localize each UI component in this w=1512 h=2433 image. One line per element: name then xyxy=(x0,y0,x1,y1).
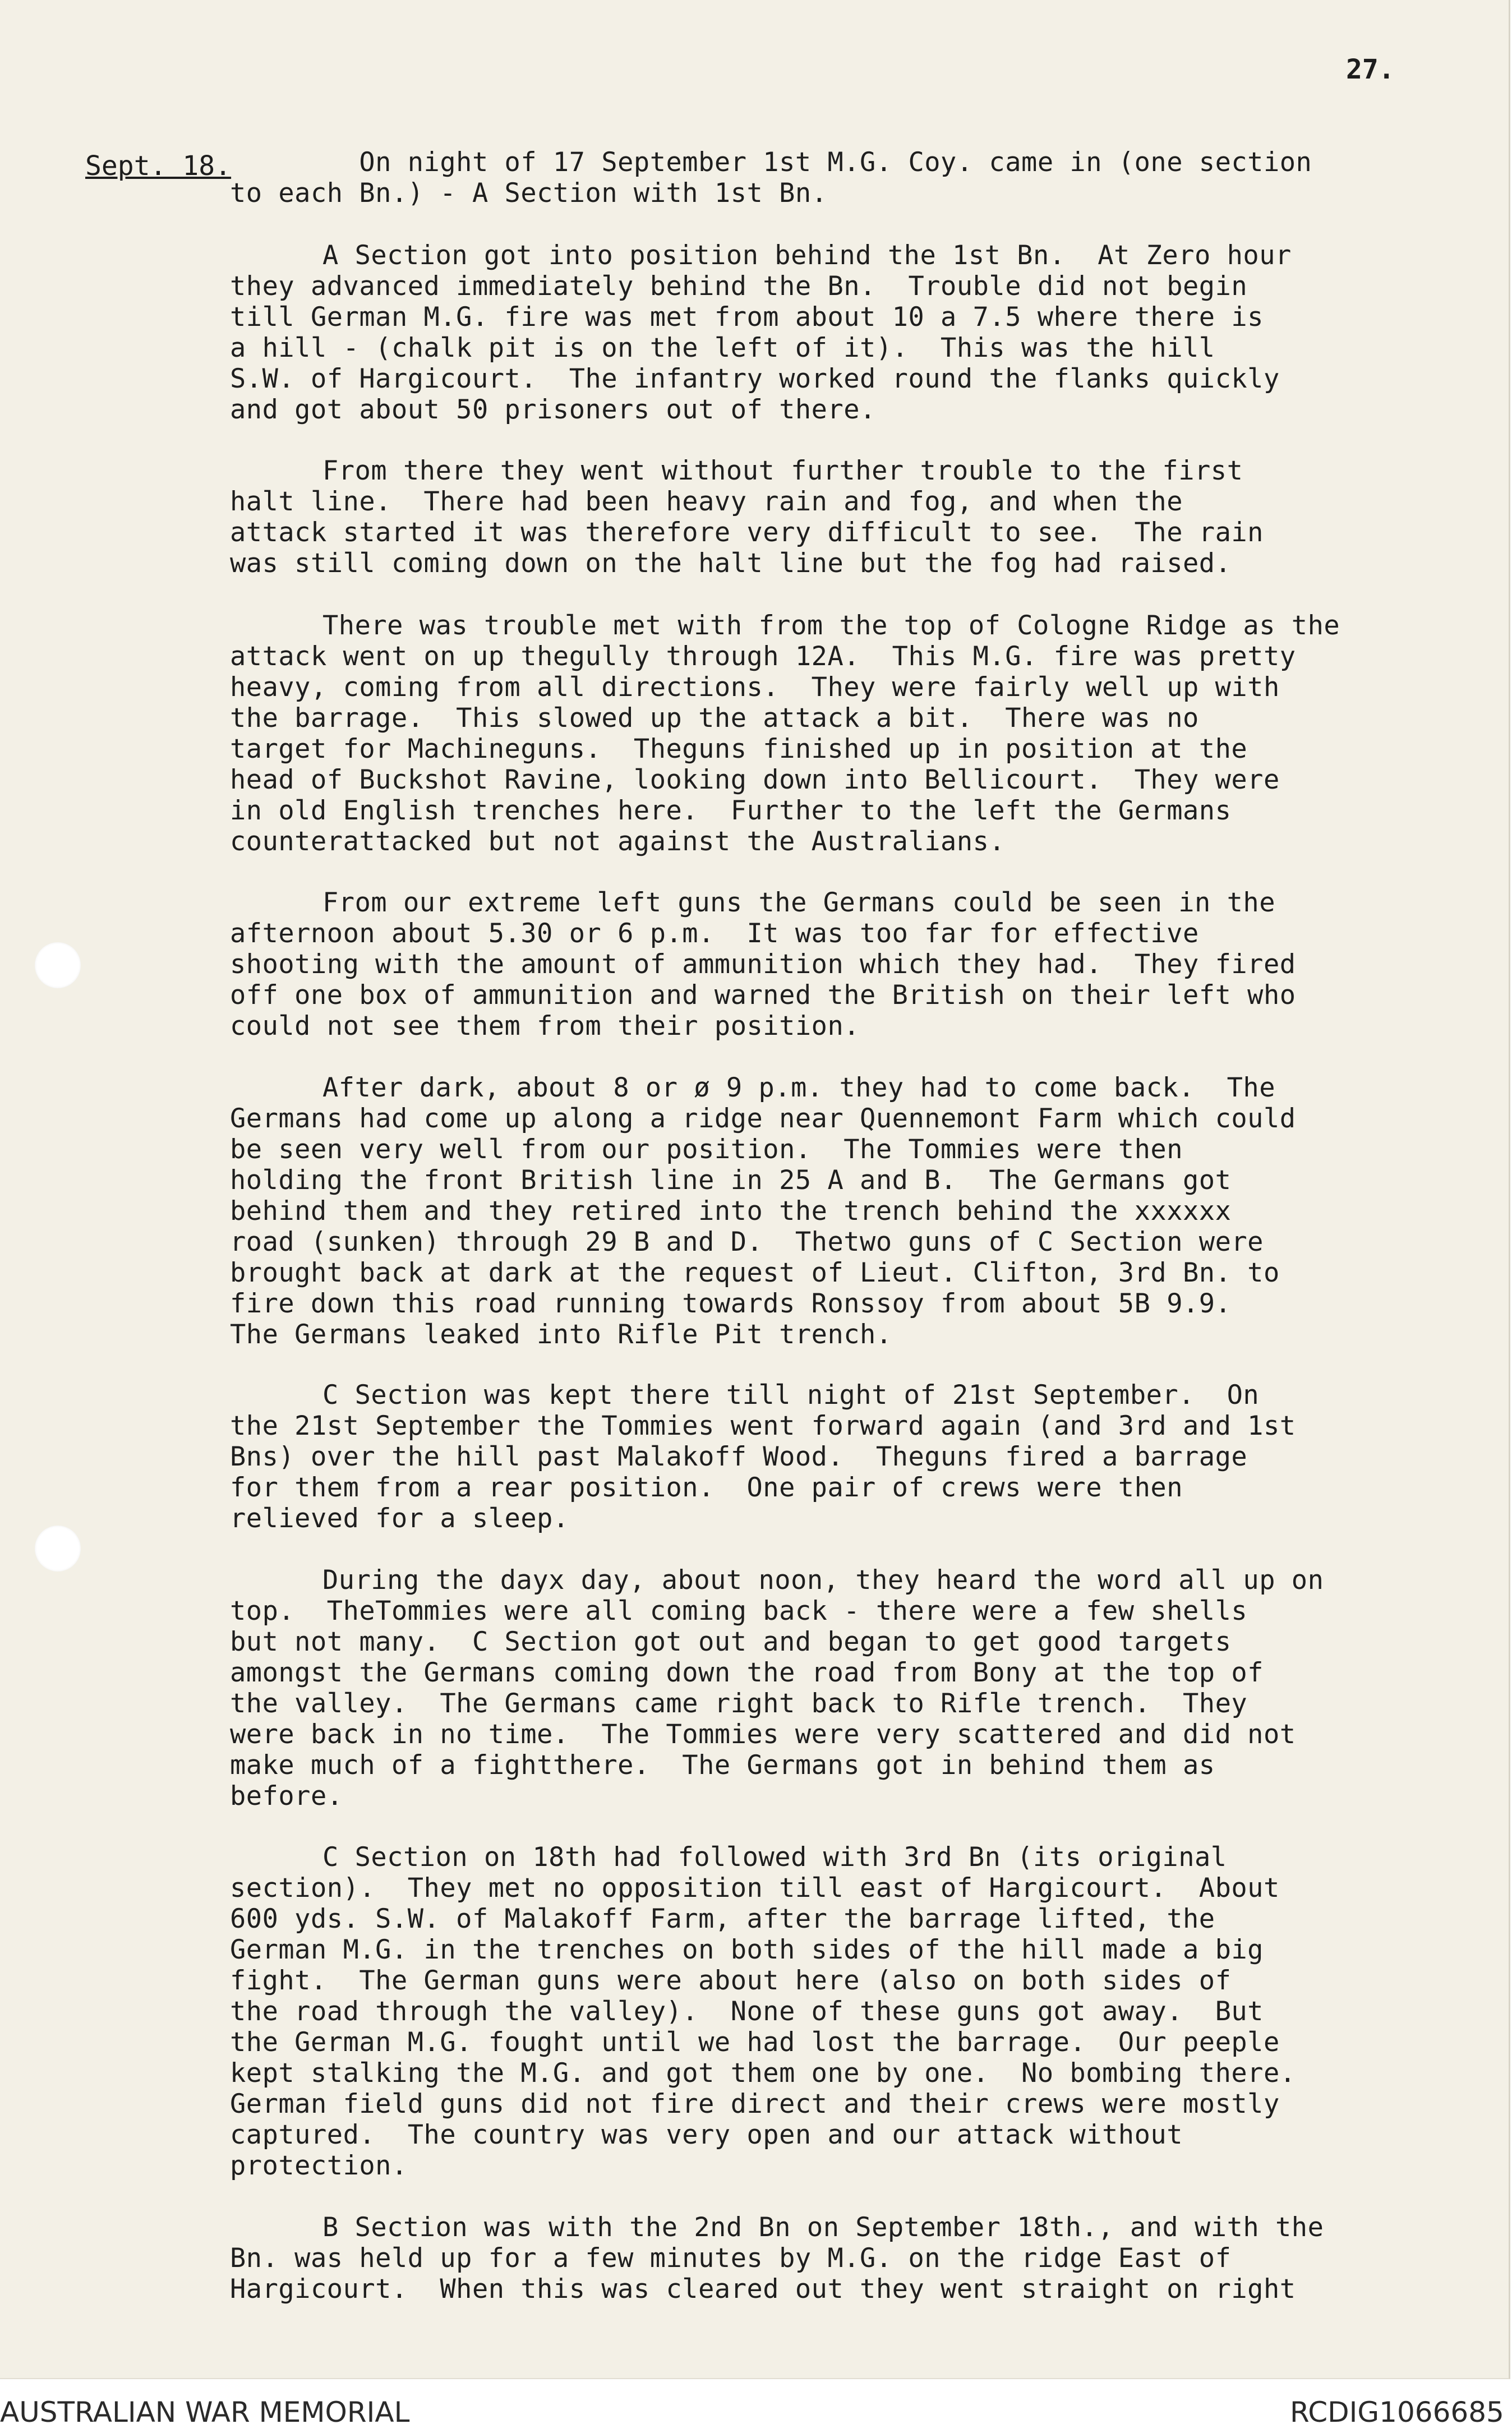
text-line: C Section on 18th had followed with 3rd Bn (its original xyxy=(322,1842,1227,1873)
text-line: to each Bn.) - A Section with 1st Bn. xyxy=(230,178,828,209)
text-line: attack went on up thegully through 12A. This M.G. fire was pretty xyxy=(230,641,1296,672)
text-line: was still coming down on the halt line but the fog had raised. xyxy=(230,548,1232,579)
text-line: till German M.G. fire was met from about 10 a 7.5 where there is xyxy=(230,302,1264,333)
text-line: Bn. was held up for a few minutes by M.G. on the ridge East of xyxy=(230,2243,1232,2274)
footer-archive-name: AUSTRALIAN WAR MEMORIAL xyxy=(0,2396,410,2429)
text-line: brought back at dark at the request of Lieut. Clifton, 3rd Bn. to xyxy=(230,1257,1280,1288)
page-number: 27. xyxy=(1346,54,1395,85)
text-line: holding the front British line in 25 A and B. The Germans got xyxy=(230,1165,1232,1196)
text-line: behind them and they retired into the trench behind the xxxxxx xyxy=(230,1196,1232,1227)
paragraph-5 xyxy=(230,887,1512,1042)
text-line: a hill - (chalk pit is on the left of it). This was the hill xyxy=(230,333,1215,363)
text-line: A Section got into position behind the 1st Bn. At Zero hour xyxy=(322,240,1292,271)
text-line: road (sunken) through 29 B and D. Thetwo guns of C Section were xyxy=(230,1227,1264,1257)
text-line: relieved for a sleep. xyxy=(230,1503,569,1534)
text-line: counterattacked but not against the Australians. xyxy=(230,826,1006,857)
text-line: From our extreme left guns the Germans could be seen in the xyxy=(322,887,1275,918)
text-line: target for Machineguns. Theguns finished up in position at the xyxy=(230,734,1248,764)
text-line: before. xyxy=(230,1781,343,1812)
text-line: captured. The country was very open and our attack without xyxy=(230,2119,1183,2150)
text-line: fight. The German guns were about here (also on both sides of xyxy=(230,1965,1232,1996)
paragraph-4 xyxy=(230,610,1512,857)
text-line: the German M.G. fought until we had lost the barrage. Our peeple xyxy=(230,2027,1280,2058)
text-line: After dark, about 8 or ø 9 p.m. they had to come back. The xyxy=(322,1072,1275,1103)
text-line: could not see them from their position. xyxy=(230,1011,860,1042)
text-line: they advanced immediately behind the Bn. Trouble did not begin xyxy=(230,271,1248,302)
text-line: Hargicourt. When this was cleared out they went straight on right xyxy=(230,2274,1296,2305)
paragraph-1 xyxy=(230,147,1512,209)
text-line: During the dayx day, about noon, they heard the word all up on xyxy=(322,1565,1324,1596)
text-line: amongst the Germans coming down the road from Bony at the top of xyxy=(230,1657,1264,1688)
paragraph-7 xyxy=(230,1380,1512,1534)
text-line: heavy, coming from all directions. They were fairly well up with xyxy=(230,672,1280,703)
text-line: afternoon about 5.30 or 6 p.m. It was too far for effective xyxy=(230,918,1199,949)
text-line: B Section was with the 2nd Bn on September 18th., and with the xyxy=(322,2212,1324,2243)
text-line: From there they went without further trouble to the first xyxy=(322,455,1243,486)
text-line: and got about 50 prisoners out of there. xyxy=(230,394,876,425)
text-line: off one box of ammunition and warned the British on their left who xyxy=(230,980,1296,1011)
paragraph-8 xyxy=(230,1565,1512,1812)
paragraph-6 xyxy=(230,1072,1512,1350)
text-line: the barrage. This slowed up the attack a bit. There was no xyxy=(230,703,1199,734)
text-line: German field guns did not fire direct and their crews were mostly xyxy=(230,2089,1280,2119)
date-label: Sept. 18. xyxy=(85,150,232,182)
text-line: Germans had come up along a ridge near Quennemont Farm which could xyxy=(230,1103,1296,1134)
text-line: the 21st September the Tommies went forward again (and 3rd and 1st xyxy=(230,1411,1296,1441)
text-line: were back in no time. The Tommies were very scattered and did not xyxy=(230,1719,1296,1750)
text-line: On night of 17 September 1st M.G. Coy. came in (one section xyxy=(230,147,1312,178)
text-line: make much of a fightthere. The Germans got in behind them as xyxy=(230,1750,1215,1781)
text-line: for them from a rear position. One pair of crews were then xyxy=(230,1472,1183,1503)
text-line: S.W. of Hargicourt. The infantry worked round the flanks quickly xyxy=(230,363,1280,394)
text-line: but not many. C Section got out and began to get good targets xyxy=(230,1626,1232,1657)
text-line: the valley. The Germans came right back to Rifle trench. They xyxy=(230,1688,1248,1719)
text-line: kept stalking the M.G. and got them one by one. No bombing there. xyxy=(230,2058,1296,2089)
text-line: section). They met no opposition till east of Hargicourt. About xyxy=(230,1873,1280,1904)
paragraph-2 xyxy=(230,240,1512,425)
text-line: German M.G. in the trenches on both sides of the hill made a big xyxy=(230,1934,1264,1965)
punch-hole xyxy=(35,942,81,988)
paragraph-10 xyxy=(230,2212,1512,2305)
text-line: the road through the valley). None of these guns got away. But xyxy=(230,1996,1264,2027)
text-line: Bns) over the hill past Malakoff Wood. Theguns fired a barrage xyxy=(230,1441,1248,1472)
paragraph-9 xyxy=(230,1842,1512,2181)
text-line: fire down this road running towards Ronssoy from about 5B 9.9. xyxy=(230,1288,1232,1319)
text-line: C Section was kept there till night of 21st September. On xyxy=(322,1380,1260,1411)
text-line: head of Buckshot Ravine, looking down into Bellicourt. They were xyxy=(230,764,1280,795)
text-line: halt line. There had been heavy rain and fog, and when the xyxy=(230,486,1183,517)
text-line: 600 yds. S.W. of Malakoff Farm, after the barrage lifted, the xyxy=(230,1904,1215,1934)
text-line: be seen very well from our position. The Tommies were then xyxy=(230,1134,1183,1165)
text-line: protection. xyxy=(230,2150,408,2181)
text-line: shooting with the amount of ammunition which they had. They fired xyxy=(230,949,1296,980)
punch-hole xyxy=(35,1526,81,1572)
text-line: in old English trenches here. Further to the left the Germans xyxy=(230,795,1232,826)
text-line: attack started it was therefore very difficult to see. The rain xyxy=(230,517,1264,548)
text-line: There was trouble met with from the top of Cologne Ridge as the xyxy=(322,610,1340,641)
footer-record-id: RCDIG1066685 xyxy=(1290,2396,1504,2429)
paragraph-3 xyxy=(230,455,1512,579)
text-line: top. TheTommies were all coming back - there were a few shells xyxy=(230,1596,1248,1626)
text-line: The Germans leaked into Rifle Pit trench. xyxy=(230,1319,892,1350)
